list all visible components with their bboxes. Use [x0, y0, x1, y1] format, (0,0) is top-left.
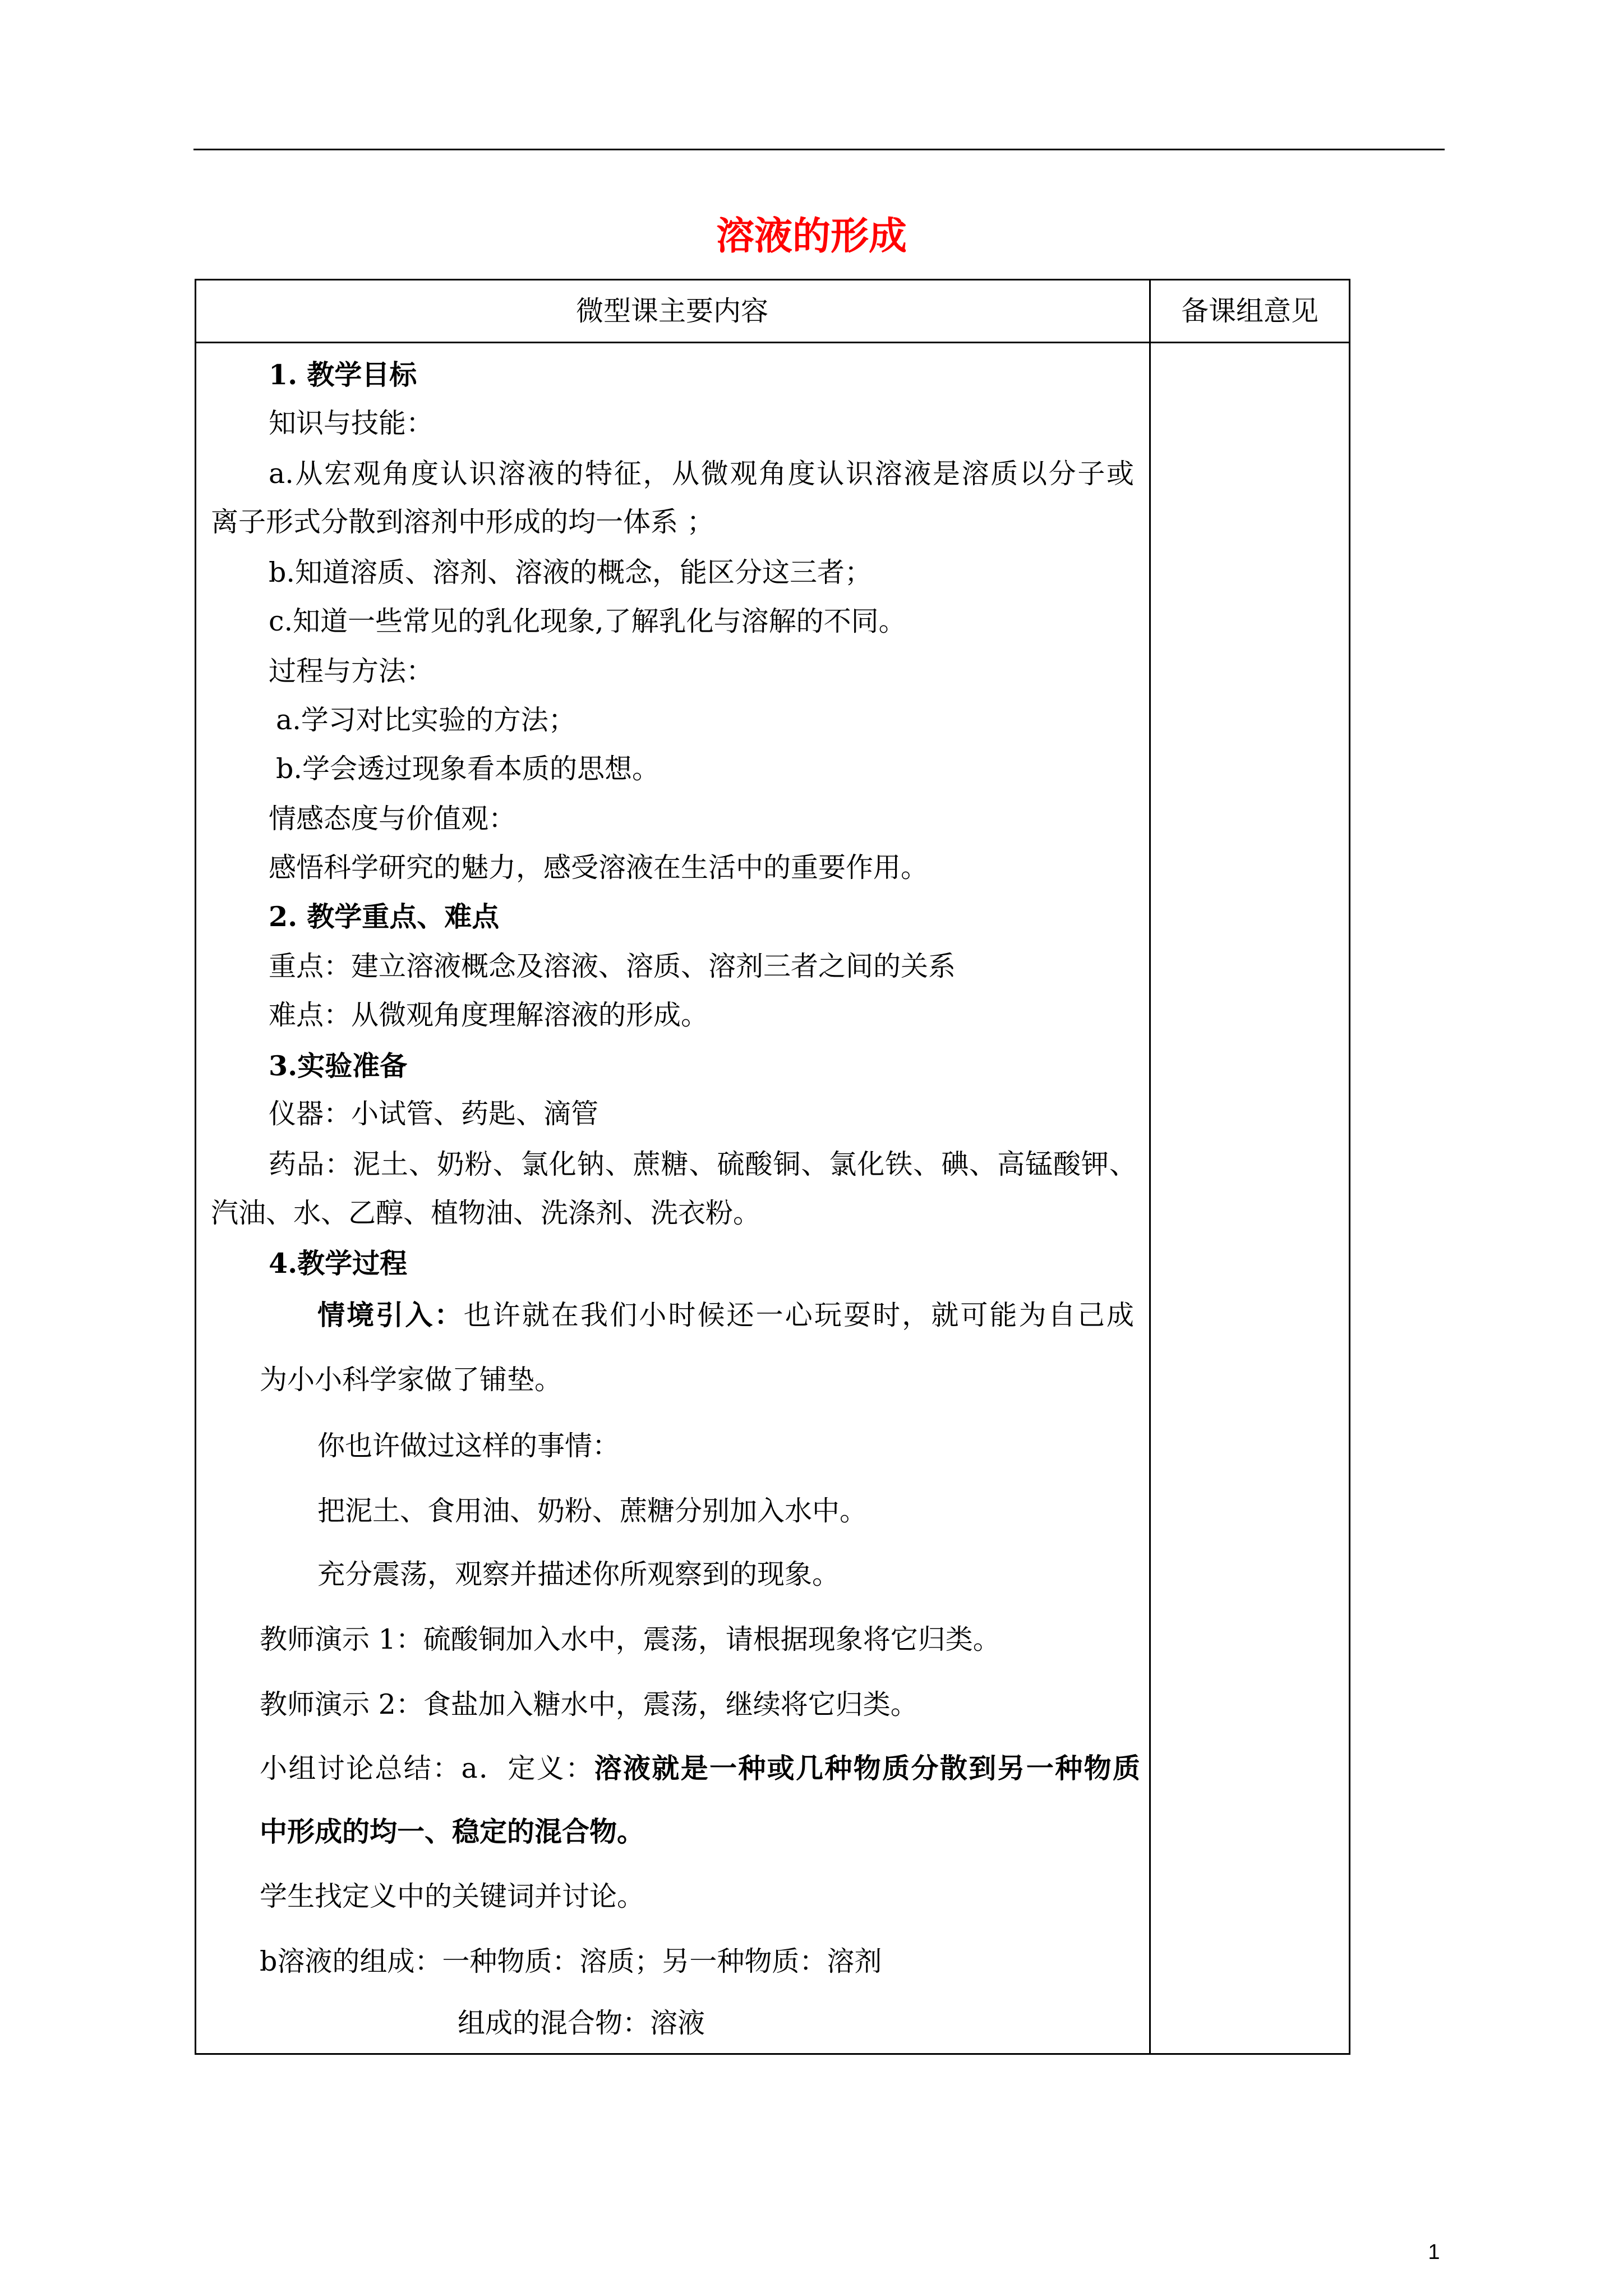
process-method-label: 过程与方法： — [269, 655, 434, 687]
keywords-task: 学生找定义中的关键词并讨论。 — [260, 1880, 645, 1912]
activity-step-1: 把泥土、食用油、奶粉、蔗糖分别加入水中。 — [317, 1495, 868, 1527]
column-header-opinion: 备课组意见 — [1181, 295, 1318, 327]
teacher-demo-2: 教师演示 2：食盐加入糖水中，震荡，继续将它归类。 — [260, 1688, 918, 1720]
table-header-divider — [195, 342, 1350, 343]
intro-line1 — [317, 1298, 1134, 1332]
summary-line1 — [260, 1751, 1140, 1785]
intro-label: 情境引入： — [317, 1299, 464, 1331]
column-header-content: 微型课主要内容 — [575, 295, 768, 327]
knowledge-item-a-line2: 离子形式分散到溶剂中形成的均一体系 ； — [211, 506, 714, 538]
key-point-difficulty: 难点：从微观角度理解溶液的形成。 — [269, 999, 709, 1031]
table-column-divider — [1149, 279, 1151, 2055]
process-method-item-a: a.学习对比实验的方法； — [276, 704, 576, 736]
section-heading-key-points: 2. 教学重点、难点 — [269, 900, 500, 933]
intro-text: 也许就在我们小时候还一心玩耍时，就可能为自己成 — [463, 1299, 1134, 1331]
page-number: 1 — [1428, 2240, 1440, 2264]
attitude-text: 感悟科学研究的魅力，感受溶液在生活中的重要作用。 — [269, 852, 929, 884]
activity-step-2: 充分震荡，观察并描述你所观察到的现象。 — [317, 1558, 840, 1590]
instruments-line: 仪器：小试管、药匙、滴管 — [269, 1098, 599, 1130]
summary-label: 小组讨论总结：a．定义： — [260, 1752, 594, 1784]
section-heading-preparation: 3.实验准备 — [269, 1050, 408, 1082]
knowledge-item-c: c.知道一些常见的乳化现象,了解乳化与溶解的不同。 — [269, 605, 906, 637]
attitude-label: 情感态度与价值观： — [269, 803, 517, 835]
section-heading-objectives: 1. 教学目标 — [269, 358, 417, 391]
knowledge-item-a-line1: a.从宏观角度认识溶液的特征，从微观角度认识溶液是溶质以分子或 — [269, 458, 1134, 490]
definition-text: 溶液就是一种或几种物质分散到另一种物质 — [594, 1752, 1140, 1784]
definition-line2: 中形成的均一、稳定的混合物。 — [260, 1815, 645, 1848]
knowledge-label: 知识与技能： — [269, 407, 434, 439]
knowledge-item-b: b.知道溶质、溶剂、溶液的概念，能区分这三者； — [269, 556, 872, 588]
page-header-rule — [193, 149, 1445, 150]
reagents-line1: 药品：泥土、奶粉、氯化钠、蔗糖、硫酸铜、氯化铁、碘、高锰酸钾、 — [269, 1148, 1137, 1180]
page-title: 溶液的形成 — [716, 214, 907, 259]
reagents-line2: 汽油、水、乙醇、植物油、洗涤剂、洗衣粉。 — [211, 1197, 761, 1229]
intro-line2: 为小小科学家做了铺垫。 — [260, 1364, 562, 1396]
section-heading-process: 4.教学过程 — [269, 1247, 408, 1280]
teacher-demo-1: 教师演示 1：硫酸铜加入水中，震荡，请根据现象将它归类。 — [260, 1623, 1000, 1655]
composition-line2: 组成的混合物：溶液 — [458, 2007, 706, 2039]
key-point-focus: 重点：建立溶液概念及溶液、溶质、溶剂三者之间的关系 — [269, 950, 956, 982]
activity-prompt: 你也许做过这样的事情： — [317, 1430, 620, 1462]
process-method-item-b: b.学会透过现象看本质的思想。 — [276, 753, 660, 785]
composition-line1: b溶液的组成：一种物质：溶质；另一种物质：溶剂 — [260, 1945, 882, 1977]
